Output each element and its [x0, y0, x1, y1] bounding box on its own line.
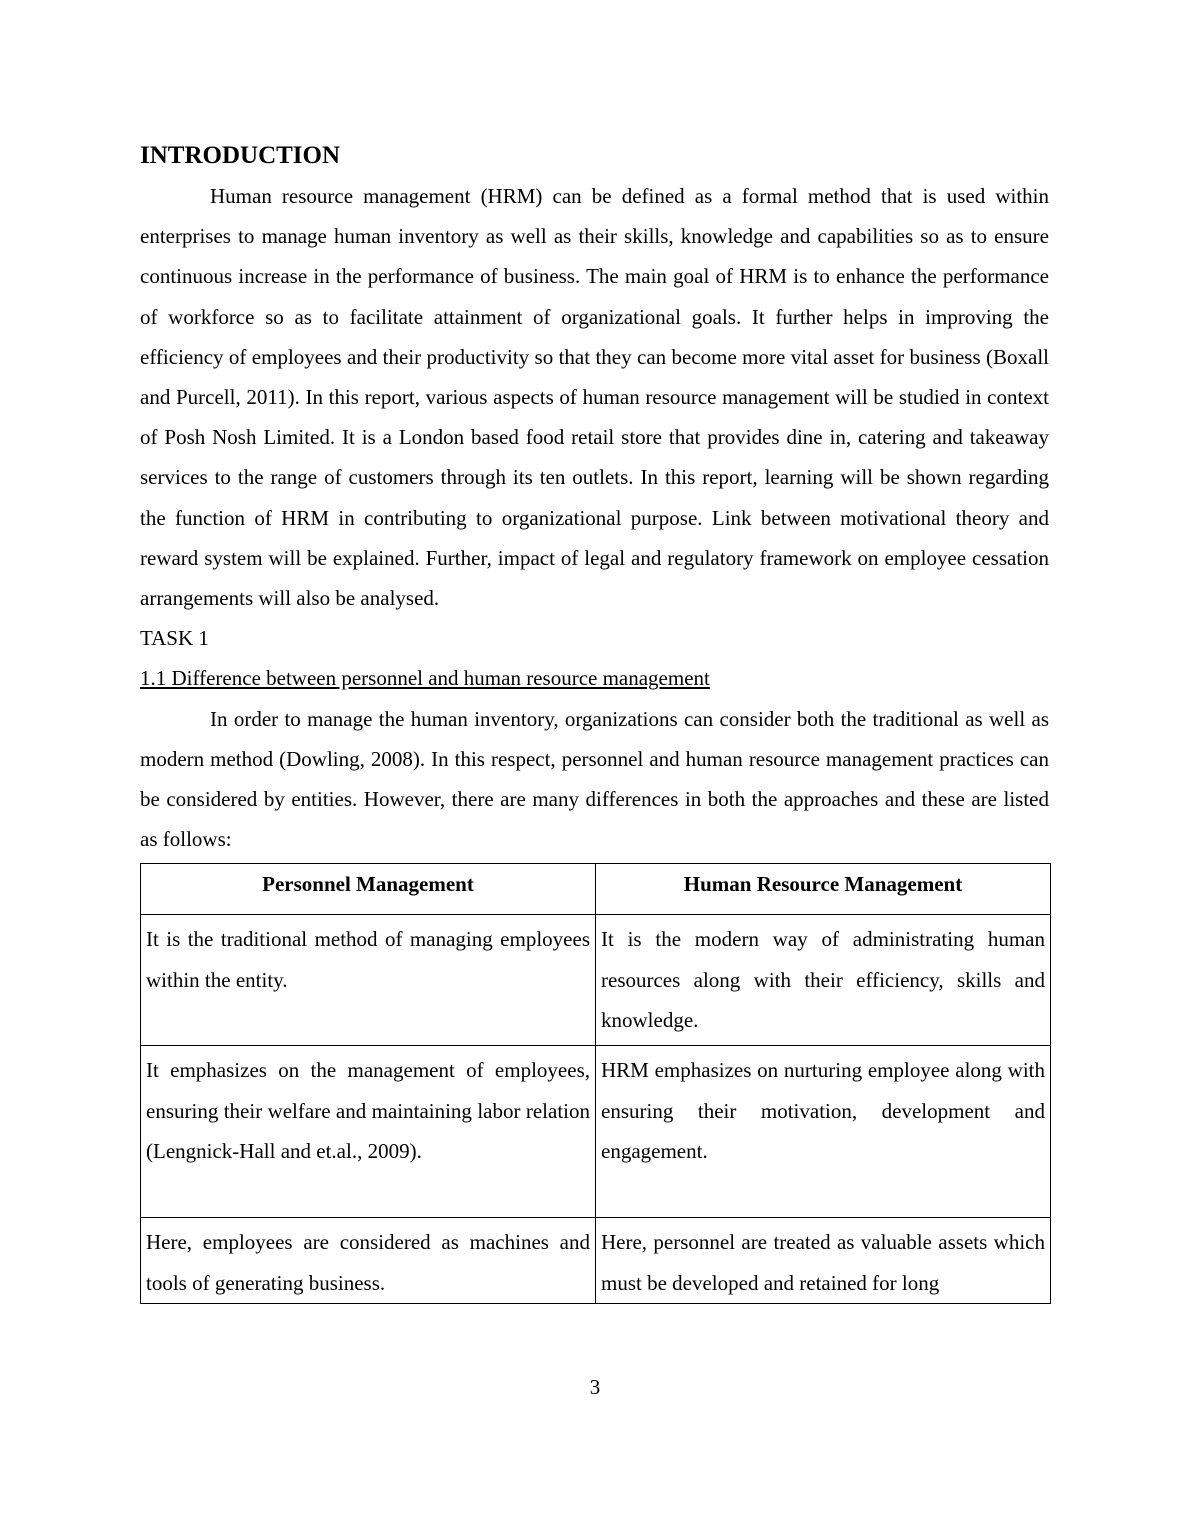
- task-label: TASK 1: [140, 626, 209, 651]
- comparison-table: [140, 863, 1051, 1303]
- table-row: [141, 1046, 1051, 1218]
- page-number: 3: [589, 1375, 601, 1399]
- table-cell-hrm: HRM emphasizes on nurturing employee along with ensuring their motivation, development and engagement.: [596, 1046, 1051, 1218]
- table-header-row: [141, 864, 1051, 915]
- table-row: [141, 1218, 1051, 1303]
- table-header-personnel: Personnel Management: [141, 864, 596, 915]
- table-cell-personnel: It emphasizes on the management of employees, ensuring their welfare and maintaining labor relation (Lengnick-Hall and et.al., 2009).: [141, 1046, 596, 1218]
- table-header-hrm: Human Resource Management: [596, 864, 1051, 915]
- section-title: 1.1 Difference between personnel and human resource management: [140, 666, 710, 691]
- section-paragraph: In order to manage the human inventory, organizations can consider both the traditional as well as modern method (Dowling, 2008). In this respect, personnel and human resource management practices can be considered by entities. However, there are many differences in both the approaches and these are listed as follows:: [140, 706, 1049, 852]
- table-cell-personnel: Here, employees are considered as machines and tools of generating business.: [141, 1218, 596, 1303]
- document-page: [140, 138, 1049, 1304]
- table-cell-hrm: It is the modern way of administrating human resources along with their efficiency, skills and knowledge.: [596, 915, 1051, 1046]
- table-cell-hrm: Here, personnel are treated as valuable assets which must be developed and retained for long: [596, 1218, 1051, 1303]
- intro-paragraph: Human resource management (HRM) can be defined as a formal method that is used within enterprises to manage human inventory as well as their skills, knowledge and capabilities so as to ensure continuous increase in the performance of business. The main goal of HRM is to enhance the performance of workforce so as to facilitate attainment of organizational goals. It further helps in improving the efficiency of employees and their productivity so that they can become more vital asset for business (Boxall and Purcell, 2011). In this report, various aspects of human resource management will be studied in context of Posh Nosh Limited. It is a London based food retail store that provides dine in, catering and takeaway services to the range of customers through its ten outlets. In this report, learning will be shown regarding the function of HRM in contributing to organizational purpose. Link between motivational theory and reward system will be explained. Further, impact of legal and regulatory framework on employee cessation arrangements will also be analysed.: [140, 184, 1049, 611]
- page-heading: INTRODUCTION: [140, 142, 341, 169]
- table-cell-personnel: It is the traditional method of managing employees within the entity.: [141, 915, 596, 1046]
- table-row: [141, 915, 1051, 1046]
